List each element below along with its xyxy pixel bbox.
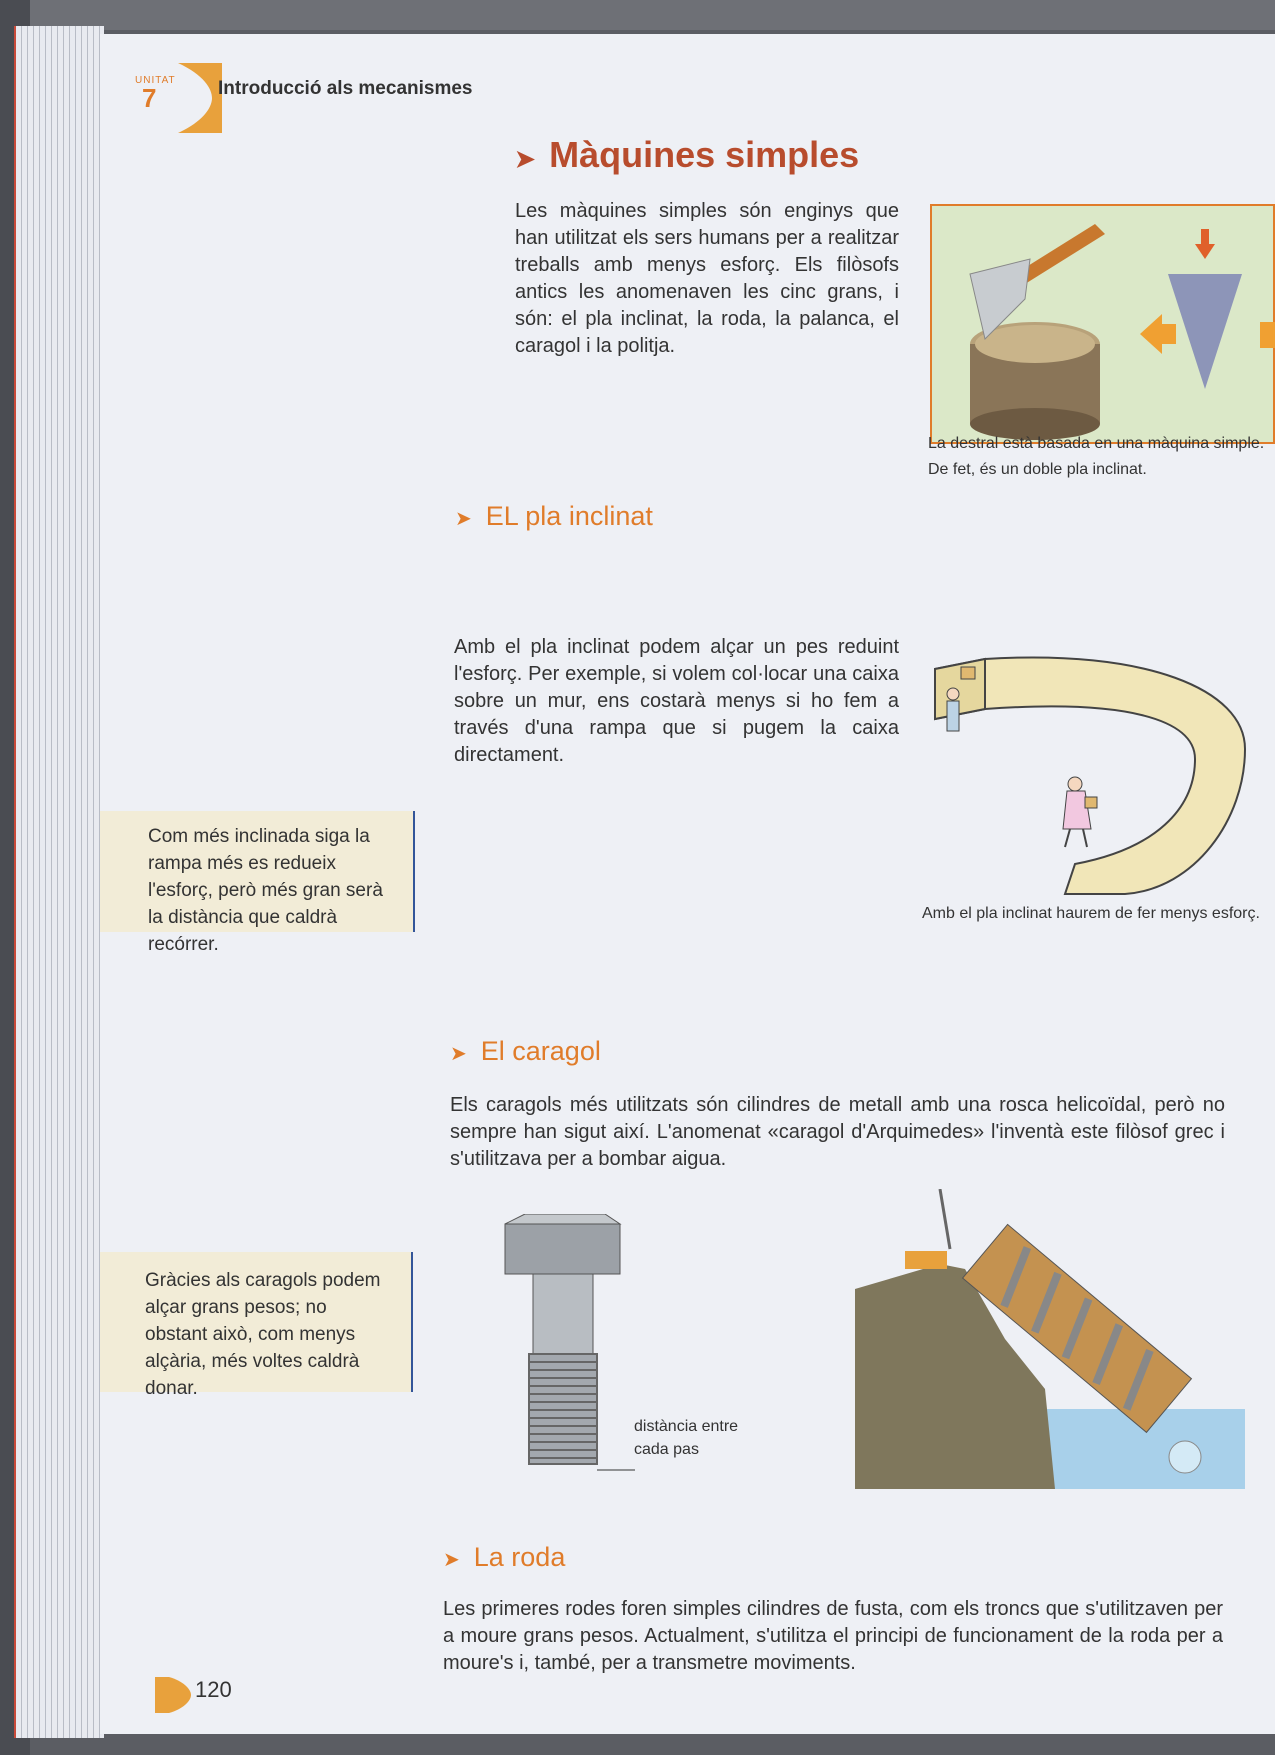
ramp-illustration bbox=[925, 649, 1275, 909]
archimedes-screw-illustration bbox=[855, 1189, 1245, 1489]
chapter-title: Introducció als mecanismes bbox=[218, 78, 473, 99]
axe-illustration bbox=[930, 204, 1275, 444]
section-title-maquines: ➤ Màquines simples bbox=[515, 134, 860, 175]
caption-axe: La destral està basada en una màquina simple. De fet, és un doble pla inclinat. bbox=[928, 435, 1265, 478]
side-note-caragol: Gràcies als caragols podem alçar grans pesos; no obstant això, com menys alçària, més voltes caldrà donar. bbox=[100, 1252, 413, 1392]
arrow-icon: ➤ bbox=[455, 508, 472, 530]
scanner-background bbox=[0, 0, 1275, 30]
bolt-label: distància entre cada pas bbox=[634, 1418, 739, 1458]
side-note-pla: Com més inclinada siga la rampa més es redueix l'esforç, però més gran serà la distància que caldrà recórrer. bbox=[100, 811, 415, 932]
unit-label: UNITAT bbox=[135, 75, 176, 86]
section-title-caragol: ➤ El caragol bbox=[450, 1036, 601, 1066]
paragraph-roda: Les primeres rodes foren simples cilindres de fusta, com els troncs que s'utilitzaven per a moure grans pesos. Actualment, s'utilitza el principi de funcionament de la roda per a moure's i, també, per a transmetre moviments. bbox=[443, 1598, 1223, 1674]
arrow-icon: ➤ bbox=[450, 1043, 467, 1065]
bolt-illustration bbox=[495, 1214, 635, 1484]
arrow-icon: ➤ bbox=[443, 1549, 460, 1571]
arrow-icon: ➤ bbox=[515, 146, 536, 173]
page-number: 120 bbox=[195, 1677, 232, 1702]
paragraph-caragol: Els caragols més utilitzats són cilindres de metall amb una rosca helicoïdal, però no sempre han sigut així. L'anomenat «caragol d'Arquimedes» l'inventà este filòsof grec i s'utilitzava per a bombar aigua. bbox=[450, 1094, 1225, 1170]
paragraph-pla: Amb el pla inclinat podem alçar un pes reduint l'esforç. Per exemple, si volem col·locar una caixa sobre un mur, ens costarà menys si ho fem a través d'una rampa que si pugem la caixa directament. bbox=[454, 636, 899, 766]
paragraph-maquines: Les màquines simples són enginys que han utilitzat els sers humans per a realitzar treballs amb menys esforç. Els filòsofs antics les anomenaven les cinc grans, i són: el pla inclinat, la roda, la palanca, el caragol i la politja. bbox=[515, 200, 899, 357]
section-title-pla: ➤ EL pla inclinat bbox=[455, 501, 653, 531]
unit-tab-icon bbox=[174, 63, 222, 133]
unit-badge bbox=[130, 49, 210, 121]
page-number-marker-icon bbox=[155, 1677, 191, 1713]
book-page bbox=[100, 34, 1275, 1734]
section-title-roda: ➤ La roda bbox=[443, 1542, 566, 1572]
page-stack-edge bbox=[14, 26, 104, 1738]
unit-number: 7 bbox=[142, 83, 157, 113]
caption-ramp: Amb el pla inclinat haurem de fer menys esforç. bbox=[922, 905, 1260, 922]
